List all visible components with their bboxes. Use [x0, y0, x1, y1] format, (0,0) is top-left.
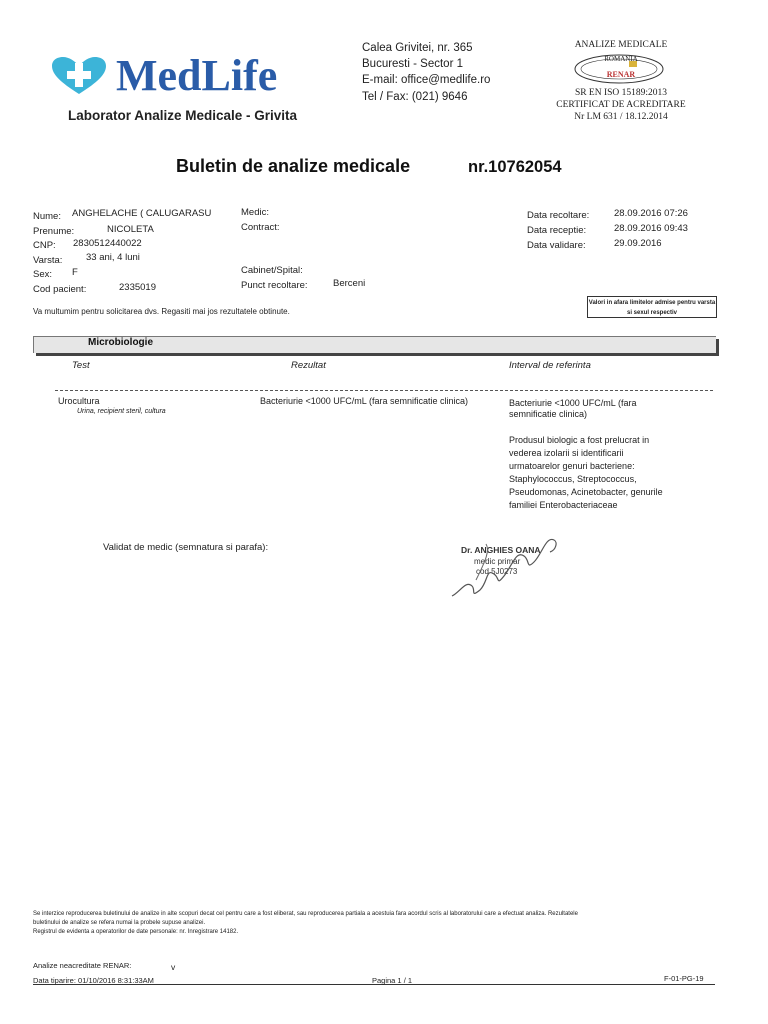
punct-recoltare-value: Berceni	[333, 278, 366, 289]
column-test: Test	[72, 360, 90, 371]
nume-label: Nume:	[33, 211, 61, 222]
data-recoltare-value: 28.09.2016 07:26	[614, 208, 688, 219]
lab-name: Laborator Analize Medicale - Grivita	[68, 108, 298, 123]
renar-label: Analize neacreditate RENAR:	[33, 961, 132, 970]
note-line-2: vederea izolarii si identificarii	[509, 448, 624, 458]
note-line-1: Produsul biologic a fost prelucrat in	[509, 435, 650, 445]
note-line-3: urmatoarelor genuri bacteriene:	[509, 461, 635, 471]
medic-label: Medic:	[241, 207, 269, 218]
signature-icon	[446, 520, 566, 602]
test-result: Bacteriurie <1000 UFC/mL (fara semnificatie clinica)	[260, 396, 468, 406]
accreditation-certificate: CERTIFICAT DE ACREDITARE	[556, 100, 686, 110]
sex-value: F	[72, 267, 78, 278]
document-number: nr.10762054	[468, 158, 562, 176]
data-recoltare-label: Data recoltare:	[527, 210, 590, 221]
cabinet-label: Cabinet/Spital:	[241, 265, 303, 276]
column-interval: Interval de referinta	[509, 360, 591, 371]
accreditation-top: ANALIZE MEDICALE	[574, 40, 668, 50]
stamp-title: medic primar	[474, 557, 521, 566]
legal-line-3: Registrul de evidenta a operatorilor de date personale: nr. Inregistrare 14182.	[33, 929, 239, 935]
page-number: Pagina 1 / 1	[372, 976, 413, 985]
interval-line-1: Bacteriurie <1000 UFC/mL (fara	[509, 398, 637, 408]
out-of-range-notice: Valori in afara limitelor admise pentru varsta si sexul respectiv	[587, 296, 717, 318]
legal-notice	[33, 910, 723, 937]
table-divider	[55, 390, 713, 391]
cnp-label: CNP:	[33, 240, 56, 251]
prenume-value: NICOLETA	[107, 224, 154, 235]
data-receptie-label: Data receptie:	[527, 225, 587, 236]
form-code: F-01-PG-19	[664, 974, 704, 983]
legal-line-2: buletinului de analize se refera numai la probele supuse analizei.	[33, 920, 206, 926]
data-validare-value: 29.09.2016	[614, 238, 662, 249]
cod-pacient-value: 2335019	[119, 282, 156, 293]
legal-line-1: Se interzice reproducerea buletinului de analize in alte scopuri decat cel pentru care a fost eliberat, sau reproducerea partiala a acestuia fara acordul scris al laboratorului care a efectuat analiza. Rezultatele	[33, 911, 578, 917]
logo-text: MedLife	[116, 51, 278, 100]
seal-top-text: ROMANIA	[604, 55, 638, 63]
validation-label: Validat de medic (semnatura si parafa):	[103, 542, 269, 553]
note-line-6: familiei Enterobacteriaceae	[509, 500, 618, 510]
sex-label: Sex:	[33, 269, 53, 280]
data-validare-label: Data validare:	[527, 240, 586, 251]
cod-pacient-label: Cod pacient:	[33, 284, 87, 295]
test-sample: Urina, recipient steril, cultura	[77, 408, 166, 415]
address-phone: Tel / Fax: (021) 9646	[362, 91, 468, 103]
varsta-value: 33 ani, 4 luni	[86, 252, 140, 263]
punct-recoltare-label: Punct recoltare:	[241, 280, 308, 291]
accreditation-number: Nr LM 631 / 18.12.2014	[574, 112, 668, 122]
varsta-label: Varsta:	[33, 255, 63, 266]
data-receptie-value: 28.09.2016 09:43	[614, 223, 688, 234]
test-name: Urocultura	[58, 396, 100, 406]
accreditation-standard: SR EN ISO 15189:2013	[574, 88, 668, 98]
address-email: E-mail: office@medlife.ro	[362, 74, 491, 86]
address-line-2: Bucuresti - Sector 1	[362, 58, 463, 70]
address-line-1: Calea Grivitei, nr. 365	[362, 42, 473, 54]
nume-value: ANGHELACHE ( CALUGARASU	[72, 208, 212, 219]
note-line-5: Pseudomonas, Acinetobacter, genurile	[509, 487, 663, 497]
renar-value: v	[171, 962, 176, 972]
contract-label: Contract:	[241, 222, 280, 233]
medlife-cross-icon	[50, 56, 108, 96]
stamp-code: cod 5J0273	[476, 567, 518, 576]
seal-bottom-text: RENAR	[606, 70, 636, 79]
section-title: Microbiologie	[88, 337, 153, 348]
thanks-text: Va multumim pentru solicitarea dvs. Regasiti mai jos rezultatele obtinute.	[33, 307, 290, 316]
interval-line-2: semnificatie clinica)	[509, 409, 588, 419]
column-rezultat: Rezultat	[291, 360, 326, 371]
print-date: Data tiparire: 01/10/2016 8:31:33AM	[33, 976, 154, 985]
stamp-name: Dr. ANGHIES OANA	[461, 545, 541, 555]
prenume-label: Prenume:	[33, 226, 75, 237]
note-line-4: Staphylococcus, Streptococcus,	[509, 474, 637, 484]
document-title: Buletin de analize medicale	[176, 156, 411, 176]
cnp-value: 2830512440022	[73, 238, 142, 249]
